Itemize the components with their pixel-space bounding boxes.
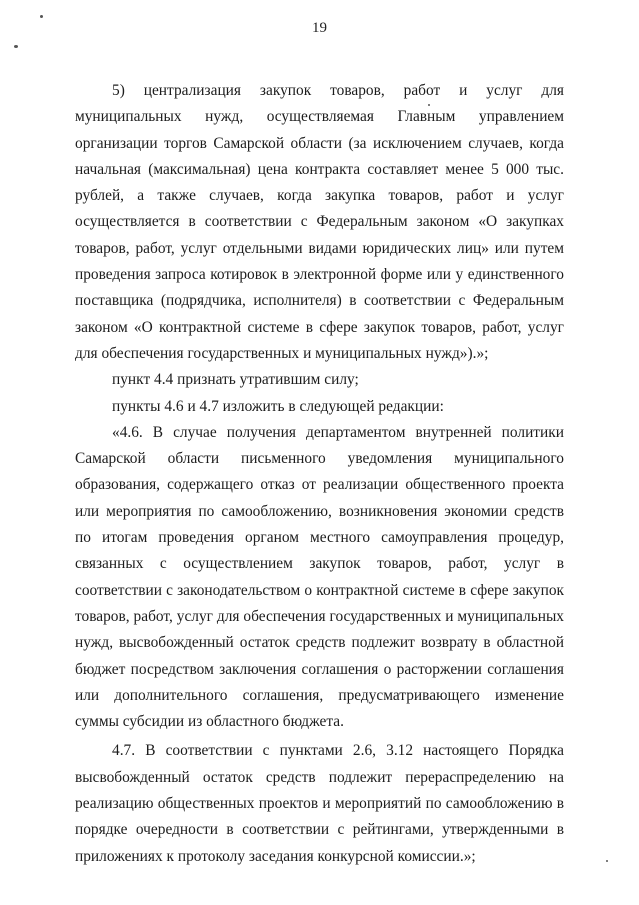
paragraph-clauses-4-6-4-7-intro: пункты 4.6 и 4.7 изложить в следующей редакции: <box>112 397 444 415</box>
scan-speck <box>606 860 608 862</box>
paragraph-clause-4-7: 4.7. В соответствии с пунктами 2.6, 3.12 настоящего Порядка высвобожденный остаток средств подлежит перераспределению на реализацию общественных проектов и мероприятий по самообложению в порядке очередности в соответствии с рейтингами, утвержденными в приложениях к протоколу заседания конкурсной комиссии.»; <box>75 742 564 865</box>
paragraph-clause-4-6: «4.6. В случае получения департаментом внутренней политики Самарской области письменного уведомления муниципального образования, содержащего отказ от реализации общественного проекта или мероприятия по самообложению, возникновения экономии средств по итогам проведения органом местного самоуправления процедур, связанных с осуществлением закупок товаров, работ, услуг в соответствии с законодательством о контрактной системе в сфере закупок товаров, работ, услуг для обеспечения государственных и муниципальных нужд, высвобожденный остаток средств подлежит возврату в областной бюджет посредством заключения соглашения о расторжении соглашения или дополнительного соглашения, предусматривающего изменение суммы субсидии из областного бюджета. <box>75 423 564 731</box>
page-number: 19 <box>312 20 327 36</box>
document-body <box>75 78 564 870</box>
scan-speck <box>14 45 18 48</box>
scan-speck <box>40 15 43 18</box>
paragraph-item-5: 5) централизация закупок товаров, работ и услуг для муниципальных нужд, осуществляемая Главным управлением организации торгов Самарской области (за исключением случаев, когда начальная (максимальная) цена контракта составляет менее 5 000 тыс. рублей, а также случаев, когда закупка товаров, работ и услуг осуществляется в соответствии с Федеральным законом «О закупках товаров, работ, услуг отдельными видами юридических лиц» или путем проведения запроса котировок в электронной форме или у единственного поставщика (подрядчика, исполнителя) в соответствии с Федеральным законом «О контрактной системе в сфере закупок товаров, работ, услуг для обеспечения государственных и муниципальных нужд»).»; <box>75 82 564 362</box>
paragraph-clause-4-4: пункт 4.4 признать утратившим силу; <box>112 371 359 389</box>
